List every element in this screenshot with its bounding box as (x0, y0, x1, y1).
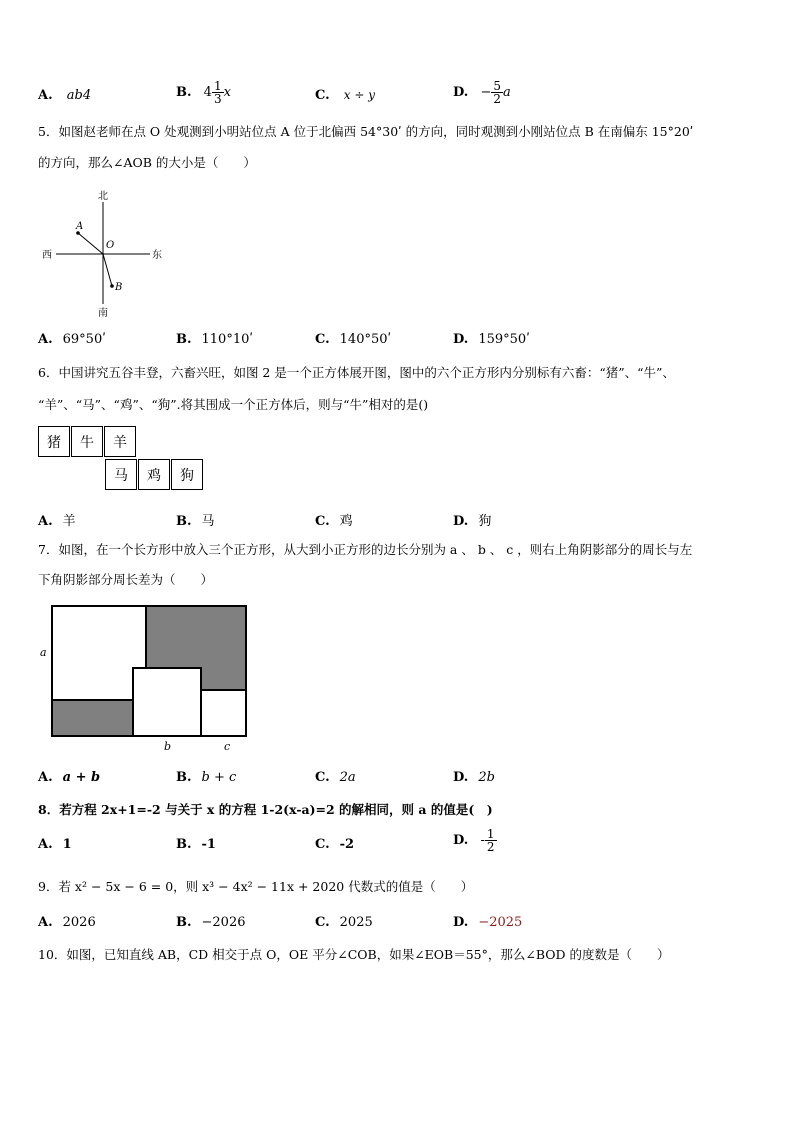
q5-option-d: D. 159°50ʹ (453, 332, 530, 347)
point-b-dot (110, 284, 114, 288)
q7-option-d: D. 2b (453, 770, 495, 785)
q8-option-d: D. - $\frac{1}{2}$ (453, 827, 495, 854)
q6-stem-line1: 6．中国讲究五谷丰登，六畜兴旺，如图 2 是一个正方体展开图，图中的六个正方形内分别标有六畜：“猪”、“牛”、 (38, 365, 675, 380)
q9-stem: 9．若 x² − 5x − 6 = 0，则 x³ − 4x² − 11x + 2020 代数式的值是（ ） (38, 879, 474, 894)
q7-option-a: A. a + b (38, 770, 101, 785)
q4-option-c: C. x ÷ y (315, 88, 376, 103)
q7-option-c: C. 2a (315, 770, 356, 785)
q5-compass-figure (38, 186, 178, 320)
q5-option-c: C. 140°50ʹ (315, 332, 392, 347)
q6-option-a: A. 羊 (38, 514, 76, 529)
square-a (52, 606, 146, 700)
point-b-label: B (115, 282, 123, 293)
q5-option-a: A. 69°50ʹ (38, 332, 106, 347)
cube-cell: 牛 (71, 426, 103, 457)
q8-option-b: B. -1 (176, 837, 216, 852)
square-b (133, 668, 201, 736)
q4-option-d: D. − $\frac{5}{2}$ a (453, 79, 511, 106)
shaded-bottom-left (52, 700, 133, 736)
ray-oa (78, 233, 103, 254)
q4-option-b: B. 4 $\frac{1}{3}$ x (176, 79, 231, 106)
q9-option-d: D. −2025 (453, 915, 523, 930)
cube-cell: 狗 (171, 459, 203, 490)
q5-stem-line2: 的方向，那么∠AOB 的大小是（ ） (38, 155, 256, 170)
q5-stem-line1: 5．如图赵老师在点 O 处观测到小明站位点 A 位于北偏西 54°30ʹ 的方向，同时观测到小刚站位点 B 在南偏东 15°20ʹ (38, 124, 694, 139)
square-c (201, 690, 246, 736)
q6-option-d: D. 狗 (453, 514, 492, 529)
cube-cell: 羊 (104, 426, 136, 457)
south-label: 南 (98, 308, 108, 319)
label-b: b (164, 740, 172, 753)
q8-option-c: C. -2 (315, 837, 355, 852)
q7-stem-line1: 7．如图，在一个长方形中放入三个正方形，从大到小正方形的边长分别为 a 、 b 、 c ，则右上角阴影部分的周长与左 (38, 542, 693, 557)
q4-option-a: A. ab4 (38, 88, 92, 103)
q9-option-c: C. 2025 (315, 915, 373, 930)
q10-stem: 10．如图，已知直线 AB，CD 相交于点 O，OE 平分∠COB，如果∠EOB＝55°，那么∠BOD 的度数是（ ） (38, 947, 670, 962)
west-label: 西 (42, 250, 52, 261)
q9-option-b: B. −2026 (176, 915, 246, 930)
east-label: 东 (152, 250, 162, 261)
q9-option-a: A. 2026 (38, 915, 96, 930)
north-label: 北 (98, 191, 108, 202)
label-c: c (224, 740, 231, 753)
q8-stem: 8．若方程 2x+1=-2 与关于 x 的方程 1-2(x-a)=2 的解相同，则 a 的值是( ) (38, 802, 493, 817)
label-a: a (40, 646, 47, 659)
cube-cell: 猪 (38, 426, 70, 457)
q7-stem-line2: 下角阴影部分周长差为（ ） (38, 572, 214, 587)
cube-cell: 马 (105, 459, 137, 490)
q7-option-b: B. b + c (176, 770, 237, 785)
q6-stem-line2: “羊”、“马”、“鸡”、“狗”.将其围成一个正方体后，则与“牛”相对的是() (38, 397, 429, 412)
q8-option-a: A. 1 (38, 837, 72, 852)
q5-option-b: B. 110°10ʹ (176, 332, 253, 347)
q6-cube-net (38, 426, 208, 492)
ray-ob (103, 254, 112, 286)
q7-squares-figure (38, 600, 258, 756)
origin-label: O (106, 240, 115, 251)
cube-cell: 鸡 (138, 459, 170, 490)
q6-option-b: B. 马 (176, 514, 215, 529)
point-a-label: A (76, 221, 84, 232)
q6-option-c: C. 鸡 (315, 514, 353, 529)
